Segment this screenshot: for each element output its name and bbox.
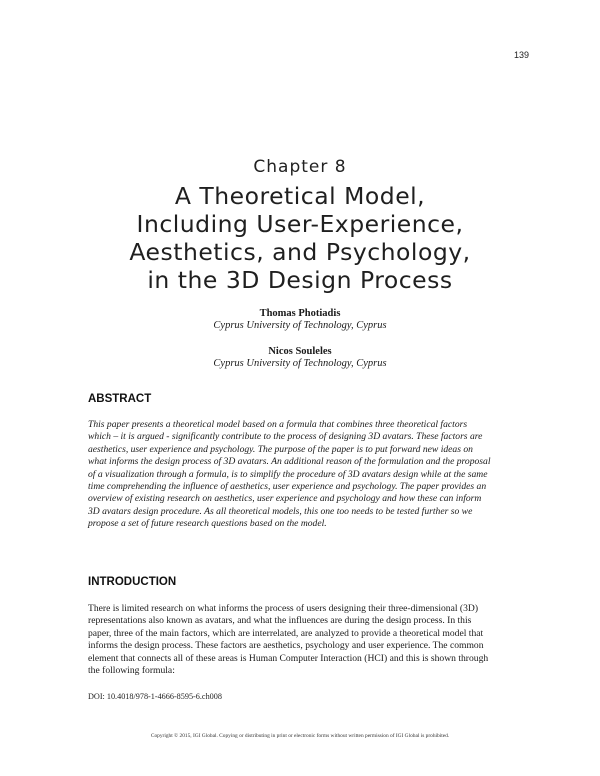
author-block bbox=[0, 308, 600, 332]
title-line: Aesthetics, and Psychology, bbox=[129, 238, 471, 266]
page-number: 139 bbox=[513, 50, 529, 60]
abstract-line: which – it is argued - significantly contribute to the process of designing 3D avatars. These factors are bbox=[88, 431, 483, 443]
author-affiliation: Cyprus University of Technology, Cyprus bbox=[213, 358, 387, 369]
introduction-text bbox=[88, 603, 514, 677]
chapter-label: Chapter 8 bbox=[253, 157, 347, 177]
author-name: Thomas Photiadis bbox=[259, 308, 341, 319]
abstract-line: what informs the design process of 3D avatars. An additional reason of the formulation and the proposal bbox=[88, 456, 491, 468]
abstract-line: aesthetics, user experience and psychology. The purpose of the paper is to put forward new ideas on bbox=[88, 443, 473, 455]
abstract-line: of a visualization through a formula, is to simplify the procedure of 3D avatars design while at the same bbox=[88, 468, 488, 480]
abstract-line: time comprehending the influence of aesthetics, user experience and psychology. The paper provides an bbox=[88, 481, 487, 493]
introduction-heading: INTRODUCTION bbox=[88, 576, 177, 588]
author-name: Nicos Souleles bbox=[268, 346, 332, 357]
chapter-title bbox=[0, 182, 600, 294]
abstract-line: propose a set of future research questions based on the model. bbox=[88, 518, 327, 530]
author-block bbox=[0, 346, 600, 370]
abstract-line: 3D avatars design procedure. As all theoretical models, this one too needs to be tested further so we bbox=[88, 505, 473, 517]
abstract-line: This paper presents a theoretical model based on a formula that combines three theoretical factors bbox=[88, 419, 468, 430]
author-affiliation: Cyprus University of Technology, Cyprus bbox=[213, 320, 387, 331]
copyright-notice: Copyright © 2015, IGI Global. Copying or distributing in print or electronic forms without written permission of IGI Global is prohibited. bbox=[150, 733, 450, 739]
introduction-line: the following formula: bbox=[88, 665, 175, 677]
introduction-line: informs the design process. These factors are aesthetics, psychology and user experience. The common bbox=[88, 640, 484, 652]
introduction-line: representations also known as avatars, and what the influences are during the design process. In this bbox=[88, 615, 472, 627]
abstract-line: overview of existing research on aesthetics, user experience and psychology and how these can inform bbox=[88, 493, 482, 505]
doi: DOI: 10.4018/978-1-4666-8595-6.ch008 bbox=[88, 692, 222, 701]
abstract-heading: ABSTRACT bbox=[88, 393, 152, 405]
title-line: Including User-Experience, bbox=[136, 210, 464, 238]
title-line: A Theoretical Model, bbox=[174, 182, 426, 210]
introduction-line: paper, three of the main factors, which are interrelated, are analyzed to provide a theoretical model that bbox=[88, 627, 484, 639]
title-line: in the 3D Design Process bbox=[147, 266, 453, 294]
introduction-line: There is limited research on what informs the process of users designing their three-dimensional (3D) bbox=[88, 603, 479, 614]
abstract-text bbox=[88, 419, 514, 531]
introduction-line: element that connects all of these areas is Human Computer Interaction (HCI) and this is shown through bbox=[88, 652, 489, 664]
